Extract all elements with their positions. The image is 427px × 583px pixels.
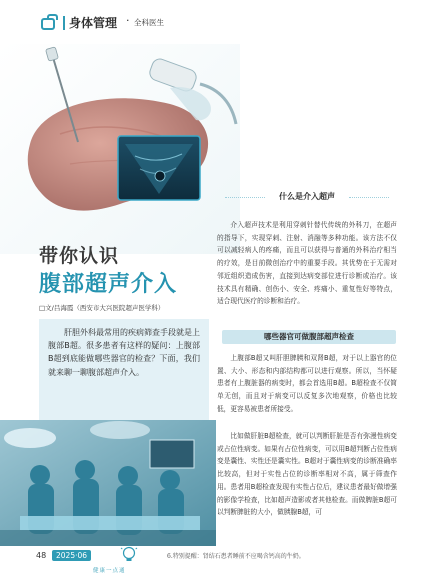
section2-body1	[217, 352, 397, 416]
issue-badge: 2025·06	[52, 550, 91, 561]
header-divider	[63, 16, 65, 30]
intro-box	[39, 319, 209, 420]
article-title-line2: 腹部超声介入	[39, 272, 178, 297]
subcolumn-name: 全科医生	[134, 18, 164, 27]
section-heading-what-is: 什么是介入超声	[217, 190, 397, 204]
footer-tip: 6.特别提醒：肾结石患者睡前不应喝含钙高的牛奶。	[167, 553, 305, 560]
page-number: 48	[36, 551, 47, 560]
header-separator: ·	[126, 14, 130, 27]
section2-paragraph1: 上腹部B超又叫肝胆脾胰和双肾B超，对于以上器官的位置、大小、形态和内部结构都可以进行观察。所以，当怀疑患者有上腹脏器的病变时，都会首选用B超。B超检查不仅简单无创，而且对于病变可以反复多次地观察，价格也比较低，更容易被患者所接受。	[217, 354, 397, 413]
lightbulb-icon	[118, 544, 140, 566]
section1-paragraph: 介入超声技术是利用穿刺针替代传统的外科刀，在超声的指导下，实现穿刺、注射、消融等多种功能。该方法不仅可以减轻病人的疼痛，而且可以获得与普通的外科治疗相当的疗效，是目前微创治疗中的重要手段。其优势在于无需对邻近组织造成伤害，直接到达病变部位进行诊断或治疗。该技术具有精确、创伤小、安全、疼痛小、重复性好等特点，适合现代医疗的诊断和治疗。	[217, 221, 397, 306]
section2-paragraph2: 比如做肝脏B超检查，就可以判断肝脏是否有弥漫性病变或占位性病变。如果有占位性病变，可以用B超判断占位性病变是囊性、实性还是囊实性。B超对于囊性病变的诊断准确率比较高，但对于实性占位的诊断率相对不高，属于筛查作用。患者用B超检查发现有实性占位后，建议患者最好做增强的影像学检查，比如超声造影或者其他检查。而做脾脏B超可以判断脾脏的大小，做胰腺B超，可	[217, 432, 397, 517]
ultrasound-screen	[118, 136, 200, 200]
section2-body2	[217, 430, 397, 519]
author-byline: □文/吕海霞（西安市大兴医院超声医学科）	[39, 304, 165, 312]
page-header	[0, 0, 427, 44]
section1-body	[217, 219, 397, 308]
operating-room-photo	[0, 420, 216, 546]
briefcase-icon	[41, 18, 55, 30]
intro-text: 肝胆外科最常用的疾病筛查手段就是上腹部B超。很多患者有这样的疑问：上腹部B超到底能做哪些器官的检查？下面，我们就来聊一聊腹部超声介入。	[48, 328, 200, 377]
hero-illustration	[0, 44, 240, 254]
footer-slogan: 健康一点通	[93, 568, 126, 574]
section-heading-organs: 哪些器官可做腹部超声检查	[222, 330, 396, 344]
article-title-line1: 带你认识	[39, 245, 120, 267]
column-name: 身体管理	[69, 16, 118, 30]
